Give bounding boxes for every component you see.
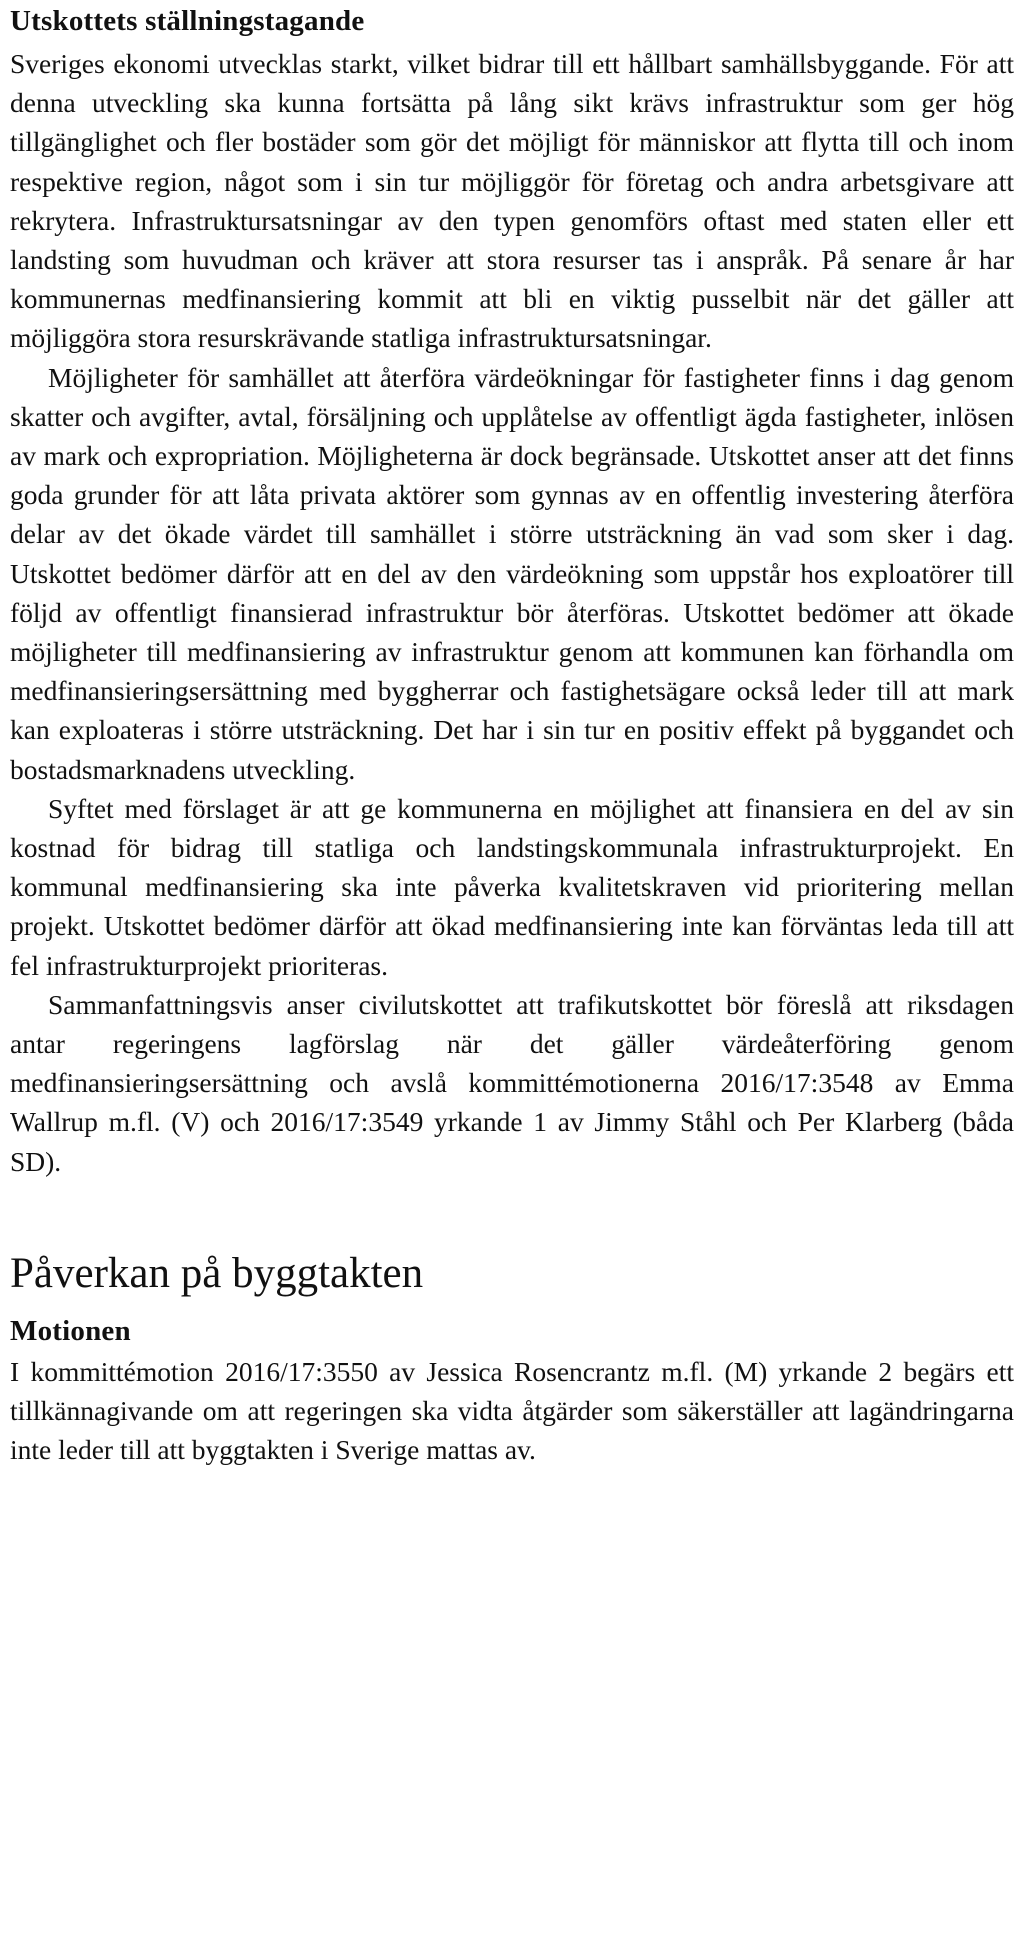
paragraph-3: Syftet med förslaget är att ge kommunerna en möjlighet att finansiera en del av sin kostnad för bidrag till statliga och landstingskommunala infrastrukturprojekt. En kommunal medfinansiering ska inte påverka kvalitetskraven vid prioritering mellan projekt. Utskottet bedömer därför att ökad medfinansiering inte kan förväntas leda till att fel infrastrukturprojekt prioriteras. — [10, 792, 1014, 981]
chapter-heading-paverkan-pa-byggtakten: Påverkan på byggtakten — [10, 1249, 424, 1297]
paragraph-2: Möjligheter för samhället att återföra värdeökningar för fastigheter finns i dag genom skatter och avgifter, avtal, försäljning och upplåtelse av offentligt ägda fastigheter, inlösen av mark och expropriation. Möjligheterna är dock begränsade. Utskottet anser att det finns goda grunder för att låta privata aktörer som gynnas av en offentlig investering återföra delar av det ökade värdet till samhället i större utsträckning än vad som sker i dag. Utskottet bedömer därför att en del av den värdeökning som uppstår hos exploatörer till följd av offentligt finansierad infrastruktur bör återföras. Utskottet bedömer att ökade möjligheter till medfinansiering av infrastruktur genom att kommunen kan förhandla om medfinansieringsersättning med byggherrar och fastighetsägare också leder till att mark kan exploateras i större utsträckning. Det har i sin tur en positiv effekt på byggandet och bostadsmarknadens utveckling. — [10, 361, 1014, 785]
paragraph-1: Sveriges ekonomi utvecklas starkt, vilket bidrar till ett hållbart samhällsbyggande. För att denna utveckling ska kunna fortsätta på lång sikt krävs infrastruktur som ger hög tillgänglighet och fler bostäder som gör det möjligt för människor att flytta till och inom respektive region, något som i sin tur möjliggör för företag och andra arbetsgivare att rekrytera. Infrastruktursatsningar av den typen genomförs oftast med staten eller ett landsting som huvudman och kräver att stora resurser tas i anspråk. På senare år har kommunernas medfinansiering kommit att bli en viktig pusselbit när det gäller att möjliggöra stora resurskrävande statliga infrastruktursatsningar. — [10, 48, 1014, 354]
document-page — [10, 0, 1014, 1470]
section-heading-motionen: Motionen — [10, 1314, 131, 1347]
paragraph-4: Sammanfattningsvis anser civilutskottet att trafikutskottet bör föreslå att riksdagen antar regeringens lagförslag när det gäller värdeåterföring genom medfinansieringsersättning och avslå kommittémotionerna 2016/17:3548 av Emma Wallrup m.fl. (V) och 2016/17:3549 yrkande 1 av Jimmy Ståhl och Per Klarberg (båda SD). — [10, 988, 1014, 1177]
paragraph-motion: I kommittémotion 2016/17:3550 av Jessica Rosencrantz m.fl. (M) yrkande 2 begärs ett tillkännagivande om att regeringen ska vidta åtgärder som säkerställer att lagändringarna inte leder till att byggtakten i Sverige mattas av. — [10, 1355, 1014, 1466]
spacer — [10, 1300, 1014, 1310]
section-heading-utskottets-stallningstagande: Utskottets ställningstagande — [10, 5, 365, 37]
spacer — [10, 1181, 1014, 1248]
